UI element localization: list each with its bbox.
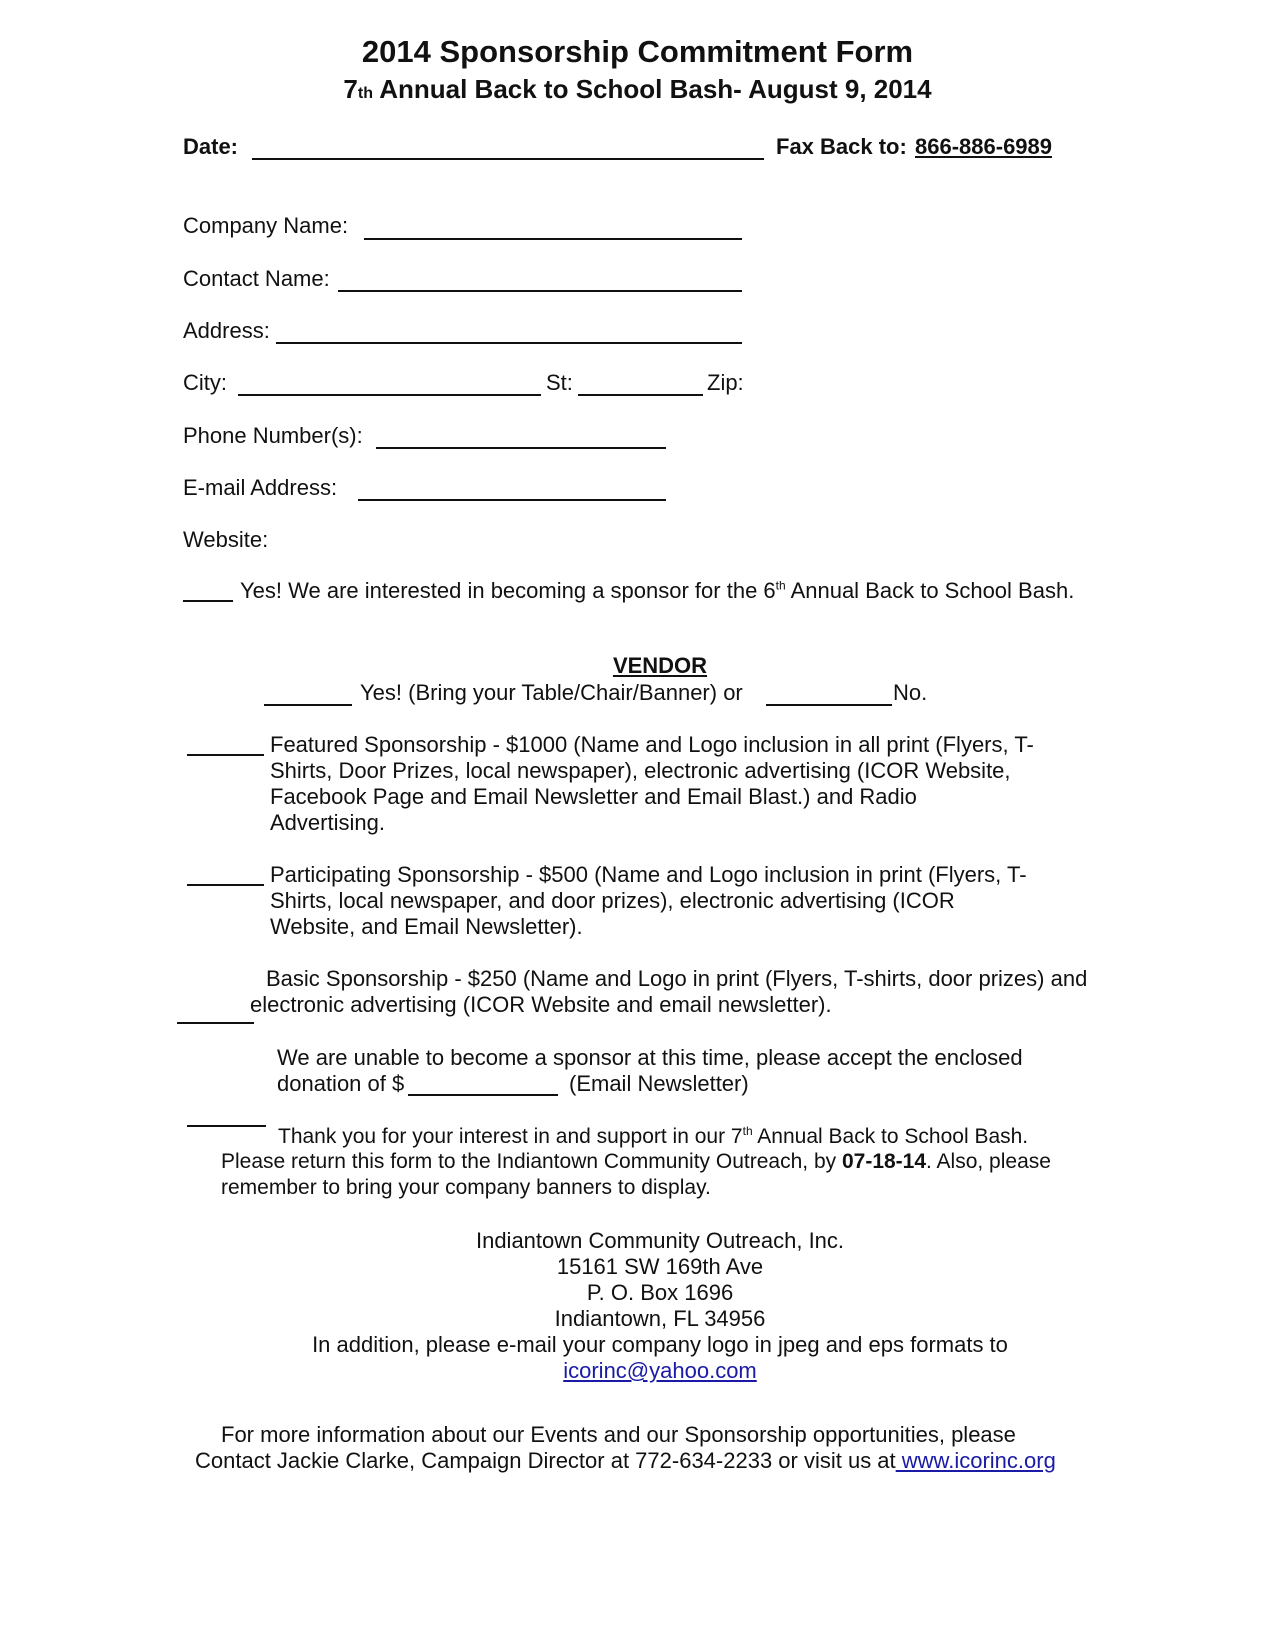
thanks-line-2a: Please return this form to the Indiantown Community Outreach, by <box>221 1150 842 1173</box>
city-label: City: <box>183 370 227 395</box>
fax-label: Fax Back to: <box>776 134 907 159</box>
participating-line[interactable] <box>187 884 264 886</box>
email-label: E-mail Address: <box>183 475 338 500</box>
website-link[interactable]: www.icorinc.org <box>895 1448 1056 1473</box>
donation-amount-field[interactable] <box>408 1094 558 1096</box>
website-label: Website: <box>183 527 269 552</box>
vendor-no-line[interactable] <box>766 704 892 706</box>
footer-line-2-text: Contact Jackie Clarke, Campaign Director at 772-634-2233 or visit us at <box>195 1448 896 1473</box>
zip-label: Zip: <box>707 370 744 395</box>
org-city-state-zip: Indiantown, FL 34956 <box>554 1306 766 1331</box>
state-label: St: <box>546 370 573 395</box>
email-link-wrap <box>0 1358 1275 1384</box>
interest-checkbox-line[interactable] <box>183 600 233 602</box>
featured-line[interactable] <box>187 754 264 756</box>
vendor-no-text: No. <box>893 680 928 705</box>
basic-line[interactable] <box>177 1022 254 1024</box>
interest-text-a: Yes! We are interested in becoming a sponsor for the 6 <box>240 578 776 603</box>
contact-name-label: Contact Name: <box>183 266 330 291</box>
featured-line-1: Featured Sponsorship - $1000 (Name and Logo inclusion in all print (Flyers, T- <box>270 732 1034 757</box>
subtitle-ordinal: 7 <box>343 74 358 104</box>
company-name-field[interactable] <box>364 238 742 240</box>
thanks-sup: th <box>742 1124 753 1138</box>
footer-line-2 <box>195 1448 1056 1474</box>
vendor-yes-line[interactable] <box>264 704 352 706</box>
state-field[interactable] <box>578 394 703 396</box>
featured-line-3: Facebook Page and Email Newsletter and Email Blast.) and Radio <box>270 784 917 809</box>
thanks-line-2 <box>221 1150 1051 1174</box>
fax-number: 866-886-6989 <box>915 134 1053 159</box>
vendor-heading: VENDOR <box>612 653 708 678</box>
thanks-line-2b: . Also, please <box>926 1150 1051 1173</box>
org-street: 15161 SW 169th Ave <box>556 1254 764 1279</box>
unable-line-1: We are unable to become a sponsor at this time, please accept the enclosed <box>277 1045 1023 1070</box>
city-field[interactable] <box>238 394 541 396</box>
interest-sup: th <box>775 578 786 593</box>
return-deadline: 07-18-14 <box>841 1150 927 1173</box>
vendor-yes-text: Yes! (Bring your Table/Chair/Banner) or <box>360 680 743 705</box>
unable-line-2b: (Email Newsletter) <box>569 1071 749 1096</box>
contact-name-field[interactable] <box>338 290 742 292</box>
email-field[interactable] <box>358 499 666 501</box>
date-field[interactable] <box>252 158 764 160</box>
phone-label: Phone Number(s): <box>183 423 363 448</box>
footer-line-1: For more information about our Events and our Sponsorship opportunities, please <box>221 1422 1016 1447</box>
thanks-line-1 <box>278 1124 1028 1149</box>
thanks-line-1a: Thank you for your interest in and support in our 7 <box>278 1125 743 1148</box>
org-name: Indiantown Community Outreach, Inc. <box>475 1228 845 1253</box>
participating-line-3: Website, and Email Newsletter). <box>270 914 583 939</box>
participating-line-2: Shirts, local newspaper, and door prizes), electronic advertising (ICOR <box>270 888 955 913</box>
address-label: Address: <box>183 318 270 343</box>
form-title: 2014 Sponsorship Commitment Form <box>361 34 914 69</box>
logo-note: In addition, please e-mail your company logo in jpeg and eps formats to <box>312 1332 1008 1357</box>
basic-line-2: electronic advertising (ICOR Website and email newsletter). <box>250 992 832 1017</box>
basic-line-1: Basic Sponsorship - $250 (Name and Logo in print (Flyers, T-shirts, door prizes) and <box>266 966 1088 991</box>
org-po-box: P. O. Box 1696 <box>586 1280 734 1305</box>
email-link[interactable]: icorinc@yahoo.com <box>563 1358 757 1383</box>
thanks-line-1b: Annual Back to School Bash. <box>752 1125 1029 1148</box>
address-field[interactable] <box>276 342 742 344</box>
interest-text-b: Annual Back to School Bash. <box>785 578 1075 603</box>
phone-field[interactable] <box>376 447 666 449</box>
date-label: Date: <box>183 134 239 159</box>
interest-text <box>240 578 1074 604</box>
unable-line-2a: donation of $ <box>277 1071 405 1096</box>
subtitle-ordinal-suffix: th <box>357 85 373 102</box>
thanks-line-3: remember to bring your company banners to display. <box>221 1176 711 1199</box>
subtitle-text: Annual Back to School Bash- August 9, 2014 <box>372 74 932 104</box>
participating-line-1: Participating Sponsorship - $500 (Name and Logo inclusion in print (Flyers, T- <box>270 862 1027 887</box>
featured-line-2: Shirts, Door Prizes, local newspaper), electronic advertising (ICOR Website, <box>270 758 1011 783</box>
unable-line[interactable] <box>187 1125 266 1127</box>
company-name-label: Company Name: <box>183 213 349 238</box>
form-subtitle <box>0 74 1275 105</box>
featured-line-4: Advertising. <box>270 810 385 835</box>
